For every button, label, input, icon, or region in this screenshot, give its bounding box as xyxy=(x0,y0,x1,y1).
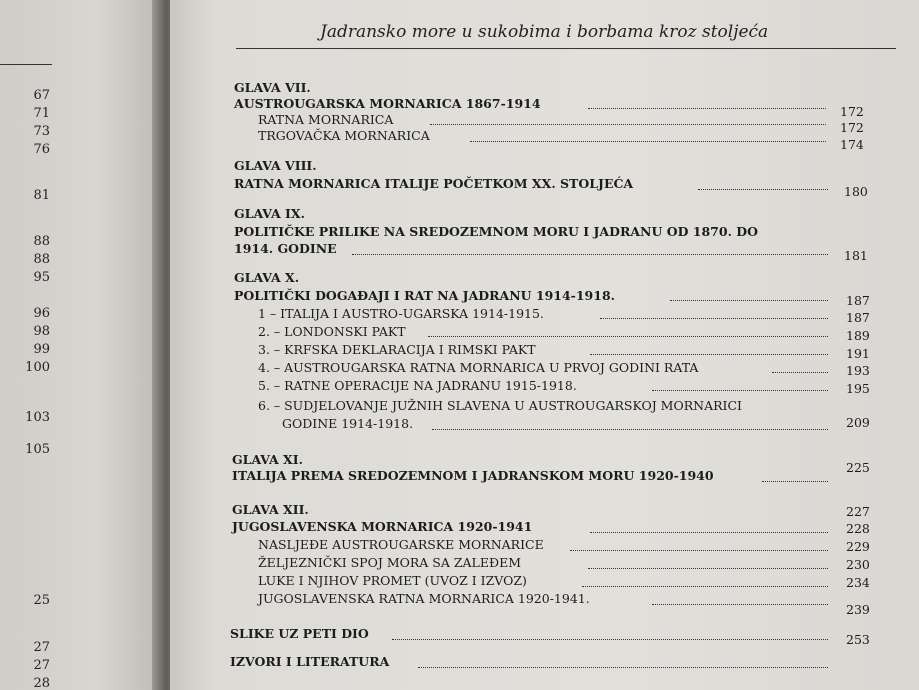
page-number: 181 xyxy=(844,248,868,263)
left-page-number: 28 xyxy=(33,676,50,690)
page-number: 230 xyxy=(846,557,870,572)
toc-entry: 1914. GODINE xyxy=(234,241,337,256)
page-number: 225 xyxy=(846,460,870,475)
left-page-number: 88 xyxy=(33,234,50,249)
left-page-number: 25 xyxy=(33,593,50,608)
leader-dots xyxy=(590,532,828,533)
left-page xyxy=(0,0,162,690)
left-page-number: 27 xyxy=(33,658,50,673)
chapter-heading: GLAVA XII. xyxy=(232,502,309,517)
leader-dots xyxy=(570,550,828,551)
leader-dots xyxy=(430,124,826,125)
page-number: 172 xyxy=(840,104,864,119)
leader-dots xyxy=(698,189,828,190)
left-page-number: 95 xyxy=(33,270,50,285)
page-number: 187 xyxy=(846,293,870,308)
toc-entry: POLITIČKE PRILIKE NA SREDOZEMNOM MORU I JADRANU OD 1870. DO xyxy=(234,224,759,239)
left-page-number: 96 xyxy=(33,306,50,321)
leader-dots xyxy=(600,318,828,319)
leader-dots xyxy=(582,586,828,587)
toc-entry: POLITIČKI DOGAĐAJI I RAT NA JADRANU 1914-1918. xyxy=(234,288,615,303)
left-page-number: 105 xyxy=(25,442,50,457)
chapter-heading: GLAVA VII. xyxy=(234,80,311,95)
page-number: 239 xyxy=(846,602,870,617)
toc-entry: RATNA MORNARICA ITALIJE POČETKOM XX. STOLJEĆA xyxy=(234,176,634,191)
leader-dots xyxy=(352,254,828,255)
toc-subentry: 6. – SUDJELOVANJE JUŽNIH SLAVENA U AUSTROUGARSKOJ MORNARICI xyxy=(258,398,742,413)
toc-subentry: 3. – KRFSKA DEKLARACIJA I RIMSKI PAKT xyxy=(258,342,536,357)
page-number: 193 xyxy=(846,363,870,378)
page-number: 253 xyxy=(846,632,870,647)
left-page-rule xyxy=(0,64,52,65)
toc-entry: ITALIJA PREMA SREDOZEMNOM I JADRANSKOM MORU 1920-1940 xyxy=(232,468,714,483)
leader-dots xyxy=(432,429,828,430)
toc-subentry: 4. – AUSTROUGARSKA RATNA MORNARICA U PRVOJ GODINI RATA xyxy=(258,360,699,375)
page-number: 229 xyxy=(846,539,870,554)
toc-entry: IZVORI I LITERATURA xyxy=(230,654,390,669)
page-number: 191 xyxy=(846,346,870,361)
page-number: 234 xyxy=(846,575,870,590)
page-number: 187 xyxy=(846,310,870,325)
left-page-number: 71 xyxy=(33,106,50,121)
leader-dots xyxy=(588,108,826,109)
toc-subentry: RATNA MORNARICA xyxy=(258,112,394,127)
page-number: 180 xyxy=(844,184,868,199)
toc-entry: SLIKE UZ PETI DIO xyxy=(230,626,369,641)
toc-subentry: LUKE I NJIHOV PROMET (UVOZ I IZVOZ) xyxy=(258,573,527,588)
page-number: 172 xyxy=(840,120,864,135)
leader-dots xyxy=(588,568,828,569)
left-page-number: 99 xyxy=(33,342,50,357)
left-page-number: 73 xyxy=(33,124,50,139)
left-page-number: 81 xyxy=(33,188,50,203)
leader-dots xyxy=(470,141,826,142)
leader-dots xyxy=(652,390,828,391)
chapter-heading: GLAVA VIII. xyxy=(234,158,317,173)
page-number: 174 xyxy=(840,137,864,152)
toc-subentry: NASLJEĐE AUSTROUGARSKE MORNARICE xyxy=(258,537,544,552)
leader-dots xyxy=(428,336,828,337)
leader-dots xyxy=(590,354,828,355)
page-number: 189 xyxy=(846,328,870,343)
toc-subentry: 2. – LONDONSKI PAKT xyxy=(258,324,406,339)
leader-dots xyxy=(652,604,828,605)
chapter-heading: GLAVA IX. xyxy=(234,206,305,221)
left-page-number: 88 xyxy=(33,252,50,267)
page-number: 209 xyxy=(846,415,870,430)
header-rule xyxy=(236,48,896,49)
toc-subentry: 5. – RATNE OPERACIJE NA JADRANU 1915-1918. xyxy=(258,378,577,393)
left-page-number: 76 xyxy=(33,142,50,157)
chapter-heading: GLAVA XI. xyxy=(232,452,303,467)
leader-dots xyxy=(772,372,828,373)
chapter-heading: GLAVA X. xyxy=(234,270,300,285)
leader-dots xyxy=(670,300,828,301)
toc-subentry: ŽELJEZNIČKI SPOJ MORA SA ZALEĐEM xyxy=(258,555,522,570)
page-number: 195 xyxy=(846,381,870,396)
page-number: 228 xyxy=(846,521,870,536)
left-page-number: 103 xyxy=(25,410,50,425)
toc-subentry: TRGOVAČKA MORNARICA xyxy=(258,128,430,143)
toc-subentry: GODINE 1914-1918. xyxy=(282,416,414,431)
leader-dots xyxy=(418,667,828,668)
left-page-number: 67 xyxy=(33,88,50,103)
leader-dots xyxy=(392,639,828,640)
leader-dots xyxy=(762,481,828,482)
toc-subentry: JUGOSLAVENSKA RATNA MORNARICA 1920-1941. xyxy=(258,591,590,606)
toc-entry: JUGOSLAVENSKA MORNARICA 1920-1941 xyxy=(232,519,533,534)
running-header: Jadransko more u sukobima i borbama kroz stoljeća xyxy=(320,22,769,42)
page-number: 227 xyxy=(846,504,870,519)
left-page-number: 100 xyxy=(25,360,50,375)
toc-entry: AUSTROUGARSKA MORNARICA 1867-1914 xyxy=(234,96,541,111)
left-page-number: 27 xyxy=(33,640,50,655)
left-page-number: 98 xyxy=(33,324,50,339)
toc-subentry: 1 – ITALIJA I AUSTRO-UGARSKA 1914-1915. xyxy=(258,306,544,321)
